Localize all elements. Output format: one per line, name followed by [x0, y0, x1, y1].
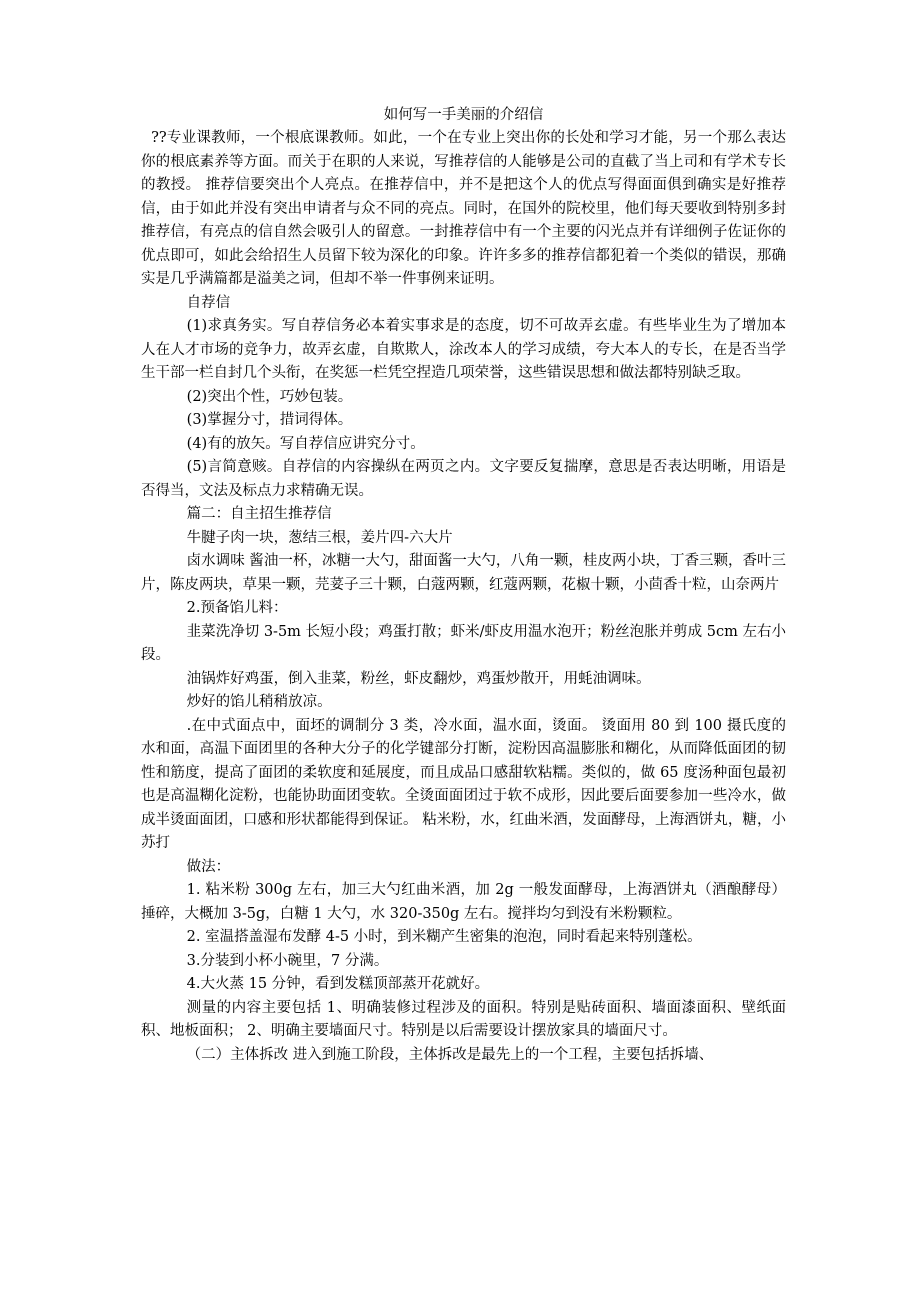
paragraph-point-3: (3)掌握分寸，措词得体。	[186, 412, 353, 428]
paragraph-intro: ??专业课教师，一个根底课教师。如此，一个在专业上突出你的长处和学习才能，另一个那么表达你的根底素养等方面。而关于在职的人来说，写推荐信的人能够是公司的直截了当上司和有学术专长的教授。 推荐信要突出个人亮点。在推荐信中，并不是把这个人的优点写得面面俱到确实是好推荐信，由于如此并没有突出申请者与众不同的亮点。同时，在国外的院校里，他们每天要收到特别多封推荐信，有亮点的信自然会吸引人的留意。一封推荐信中有一个主要的闪光点并有详细例子佐证你的优点即可，如此会给招生人员留下较为深化的印象。许许多多的推荐信都犯着一个类似的错误，那确实是几乎满篇都是溢美之词，但却不举一件事例来证明。	[141, 130, 786, 287]
paragraph-ingredients: 牛腱子肉一块，葱结三根，姜片四-六大片	[186, 529, 453, 546]
paragraph-filling-prep: 韭菜洗净切 3-5m 长短小段；鸡蛋打散；虾米/虾皮用温水泡开；粉丝泡胀并剪成 5cm 左右小段。	[141, 623, 786, 663]
paragraph-point-4: (4)有的放矢。写自荐信应讲究分寸。	[186, 435, 425, 452]
paragraph-brine-seasoning: 卤水调味 酱油一杯，冰糖一大勺，甜面酱一大勺，八角一颗，桂皮两小块，丁香三颗，香叶三片，陈皮两块，草果一颗，芫荽子三十颗，白蔻两颗，红蔻两颗，花椒十颗，小茴香十粒，山奈两片	[141, 553, 786, 593]
heading-part-two: 篇二：自主招生推荐信	[186, 506, 332, 522]
paragraph-point-1: (1)求真务实。写自荐信务必本着实事求是的态度，切不可故弄玄虚。有些毕业生为了增加本人在人才市场的竞争力，故弄玄虚，自欺欺人，涂改本人的学习成绩，夸大本人的专长，在是否当学生干部一栏自封几个头衔，在奖惩一栏凭空捏造几项荣誉，这些错误思想和做法都特别缺乏取。	[141, 318, 786, 381]
paragraph-filling-cool: 炒好的馅儿稍稍放凉。	[186, 694, 332, 710]
heading-self-recommendation: 自荐信	[186, 294, 231, 311]
document-page	[141, 104, 786, 1067]
paragraph-measurement: 测量的内容主要包括 1、明确装修过程涉及的面积。特别是贴砖面积、墙面漆面积、壁纸面积、地板面积； 2、明确主要墙面尺寸。特别是以后需要设计摆放家具的墙面尺寸。	[141, 999, 786, 1039]
paragraph-method-heading: 做法：	[186, 858, 231, 875]
paragraph-filling-heading: 2.预备馅儿料：	[186, 600, 288, 616]
paragraph-filling-fry: 油锅炸好鸡蛋，倒入韭菜，粉丝，虾皮翻炒，鸡蛋炒散开，用蚝油调味。	[186, 670, 651, 687]
paragraph-step-1: 1. 粘米粉 300g 左右，加三大勺红曲米酒，加 2g 一般发面酵母，上海酒饼丸（酒酿酵母）捶碎，大概加 3-5g，白糖 1 大勺，水 320-350g 左右。搅拌均匀到没有米粉颗粒。	[141, 882, 786, 922]
paragraph-step-2: 2. 室温搭盖湿布发酵 4-5 小时，到米糊产生密集的泡泡，同时看起来特别蓬松。	[186, 929, 702, 945]
paragraph-step-4: 4.大火蒸 15 分钟，看到发糕顶部蒸开花就好。	[186, 976, 490, 992]
paragraph-point-5: (5)言简意赅。自荐信的内容操纵在两页之内。文字要反复揣摩，意思是否表达明晰，用语是否得当，文法及标点力求精确无误。	[141, 459, 786, 499]
document-title: 如何写一手美丽的介绍信	[383, 107, 544, 123]
paragraph-demolition: （二）主体拆改 进入到施工阶段，主体拆改是最先上的一个工程，主要包括拆墙、	[186, 1046, 714, 1063]
paragraph-step-3: 3.分装到小杯小碗里，7 分满。	[186, 952, 389, 969]
paragraph-point-2: (2)突出个性，巧妙包装。	[186, 388, 353, 405]
paragraph-dough: .在中式面点中，面坯的调制分 3 类，冷水面，温水面，烫面。 烫面用 80 到 100 摄氏度的水和面，高温下面团里的各种大分子的化学键部分打断，淀粉因高温膨胀和糊化，从而降低面团的韧性和筋度，提高了面团的柔软度和延展度，而且成品口感甜软粘糯。类似的，做 65 度汤种面包最初也是高温糊化淀粉，也能协助面团变软。全烫面面团过于软不成形，因此要后面要参加一些冷水，做成半烫面面团，口感和形状都能得到保证。 粘米粉，水，红曲米酒，发面酵母，上海酒饼丸，糖，小苏打	[141, 717, 786, 851]
